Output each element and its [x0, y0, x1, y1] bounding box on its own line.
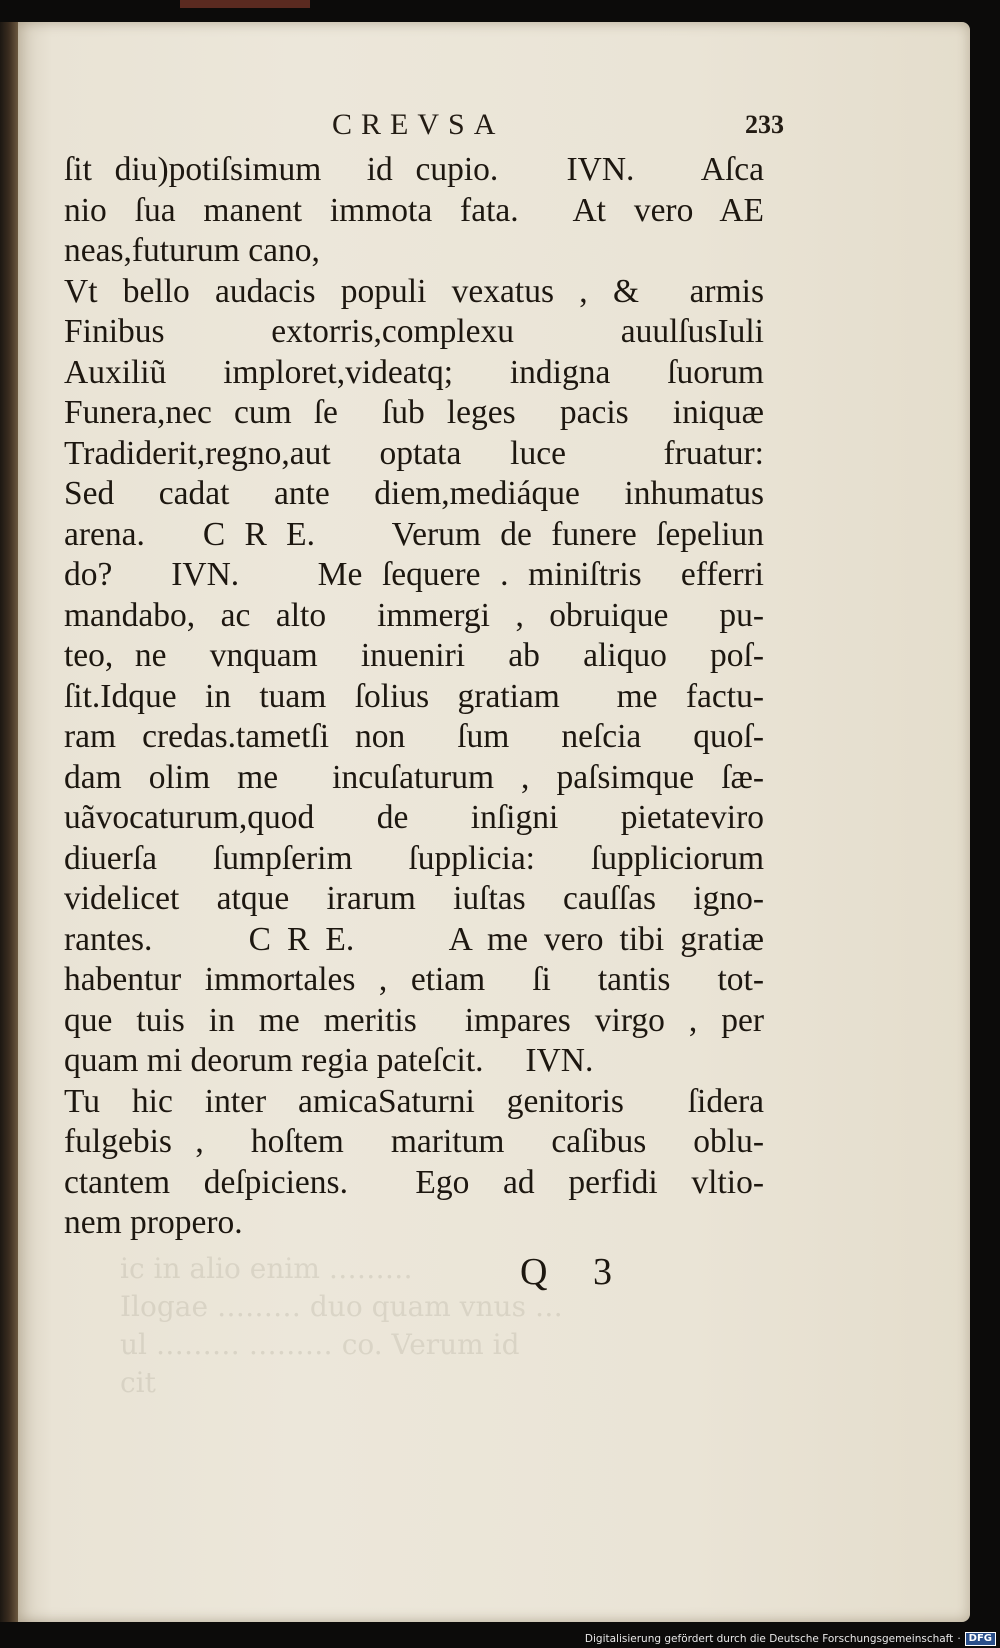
- text-line: habentur immortales , etiam ſi tantis tot-: [64, 961, 764, 998]
- text-line: Funera,nec cum ſe ſub leges pacis iniquæ: [64, 394, 764, 431]
- text-line: fulgebis , hoſtem maritum caſibus oblu-: [64, 1123, 764, 1160]
- text-line: diuerſa ſumpſerim ſupplicia: ſuppliciorum: [64, 839, 764, 877]
- text-line: Tradiderit,regno,aut optata luce fruatur:: [64, 434, 764, 472]
- signature-mark: Q 3: [520, 1251, 630, 1293]
- text-line: rantes. C R E. A me vero tibi gratiæ: [64, 920, 764, 958]
- running-head: CREVSA: [332, 108, 505, 141]
- text-line: dam olim me incuſaturum , paſsimque ſæ-: [64, 758, 764, 796]
- text-line: do? IVN. Me ſequere . miniſtris efferri: [64, 556, 764, 593]
- text-line: teo, ne vnquam inueniri ab aliquo poſ-: [64, 637, 764, 674]
- credit-separator: ·: [957, 1633, 961, 1645]
- text-line: nem propero.: [64, 1204, 243, 1241]
- text-line: Vt bello audacis populi vexatus , & armis: [64, 272, 764, 310]
- text-line: Auxiliũ imploret,videatq; indigna ſuorum: [64, 353, 764, 391]
- body-text: [64, 150, 764, 1244]
- text-line: Tu hic inter amicaSaturni genitoris ſidera: [64, 1082, 764, 1120]
- text-line: nio ſua manent immota fata. At vero AE: [64, 191, 764, 229]
- dfg-logo[interactable]: DFG: [965, 1632, 996, 1646]
- page-number: 233: [745, 110, 784, 139]
- page-gutter: [0, 22, 18, 1622]
- text-line: ſit diu)potiſsimum id cupio. IVN. Aſca: [64, 151, 764, 188]
- text-line: uãvocaturum,quod de inſigni pietateviro: [64, 799, 764, 836]
- credit-text: Digitalisierung gefördert durch die Deutsche Forschungsgemeinschaft: [584, 1633, 954, 1645]
- page-header: [70, 108, 784, 148]
- text-line: ram credas.tametſi non ſum neſcia quoſ-: [64, 718, 764, 755]
- text-line: quam mi deorum regia pateſcit. IVN.: [64, 1042, 594, 1079]
- text-line: videlicet atque irarum iuſtas cauſſas igno-: [64, 880, 764, 917]
- text-line: que tuis in me meritis impares virgo , per: [64, 1001, 764, 1039]
- binding-strip: [180, 0, 310, 8]
- text-line: mandabo, ac alto immergi , obruique pu-: [64, 596, 764, 634]
- text-line: ctantem deſpiciens. Ego ad perfidi vltio-: [64, 1163, 764, 1201]
- text-line: Sed cadat ante diem,mediáque inhumatus: [64, 475, 764, 512]
- text-line: ſit.Idque in tuam ſolius gratiam me factu-: [64, 677, 764, 715]
- footer-credit: [585, 1632, 996, 1646]
- text-line: neas,futurum cano,: [64, 232, 320, 269]
- text-line: Finibus extorris,complexu auulſusIuli: [64, 313, 764, 350]
- text-line: arena. C R E. Verum de funere ſepeliun: [64, 515, 764, 553]
